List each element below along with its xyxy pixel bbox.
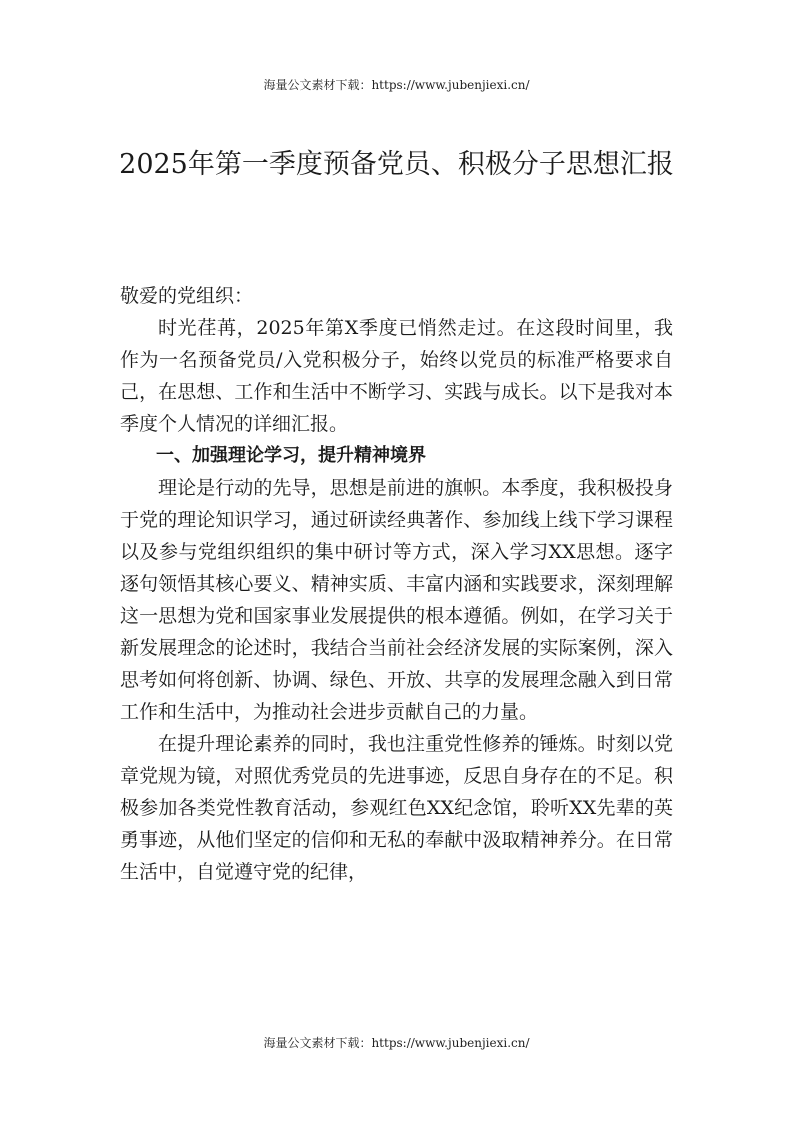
salutation: 敬爱的党组织：: [120, 285, 254, 307]
document-title: 2025年第一季度预备党员、积极分子思想汇报: [119, 149, 674, 180]
page-footer-source: 海量公文素材下载：https://www.jubenjiexi.cn/: [263, 1036, 530, 1050]
body-paragraph: 理论是行动的先导，思想是前进的旗帜。本季度，我积极投身于党的理论知识学习，通过研读经典著作、参加线上线下学习课程以及参与党组织组织的集中研讨等方式，深入学习XX思想。逐字逐句领悟其核心要义、精神实质、丰富内涵和实践要求，深刻理解这一思想为党和国家事业发展提供的根本遵循。例如，在学习关于新发展理念的论述时，我结合当前社会经济发展的实际案例，深入思考如何将创新、协调、绿色、开放、共享的发展理念融入到日常工作和生活中，为推动社会进步贡献自己的力量。: [120, 477, 673, 723]
body-paragraph: 在提升理论素养的同时，我也注重党性修养的锤炼。时刻以党章党规为镜，对照优秀党员的先进事迹，反思自身存在的不足。积极参加各类党性教育活动，参观红色XX纪念馆，聆听XX先辈的英勇事迹，从他们坚定的信仰和无私的奉献中汲取精神养分。在日常生活中，自觉遵守党的纪律，: [120, 733, 673, 883]
document-body: [120, 280, 673, 888]
section-heading: 一、加强理论学习，提升精神境界: [156, 445, 426, 466]
page-header-source: 海量公文素材下载：https://www.jubenjiexi.cn/: [263, 78, 530, 92]
body-paragraph: 时光荏苒，2025年第X季度已悄然走过。在这段时间里，我作为一名预备党员/入党积极分子，始终以党员的标准严格要求自己，在思想、工作和生活中不断学习、实践与成长。以下是我对本季度个人情况的详细汇报。: [120, 317, 673, 435]
